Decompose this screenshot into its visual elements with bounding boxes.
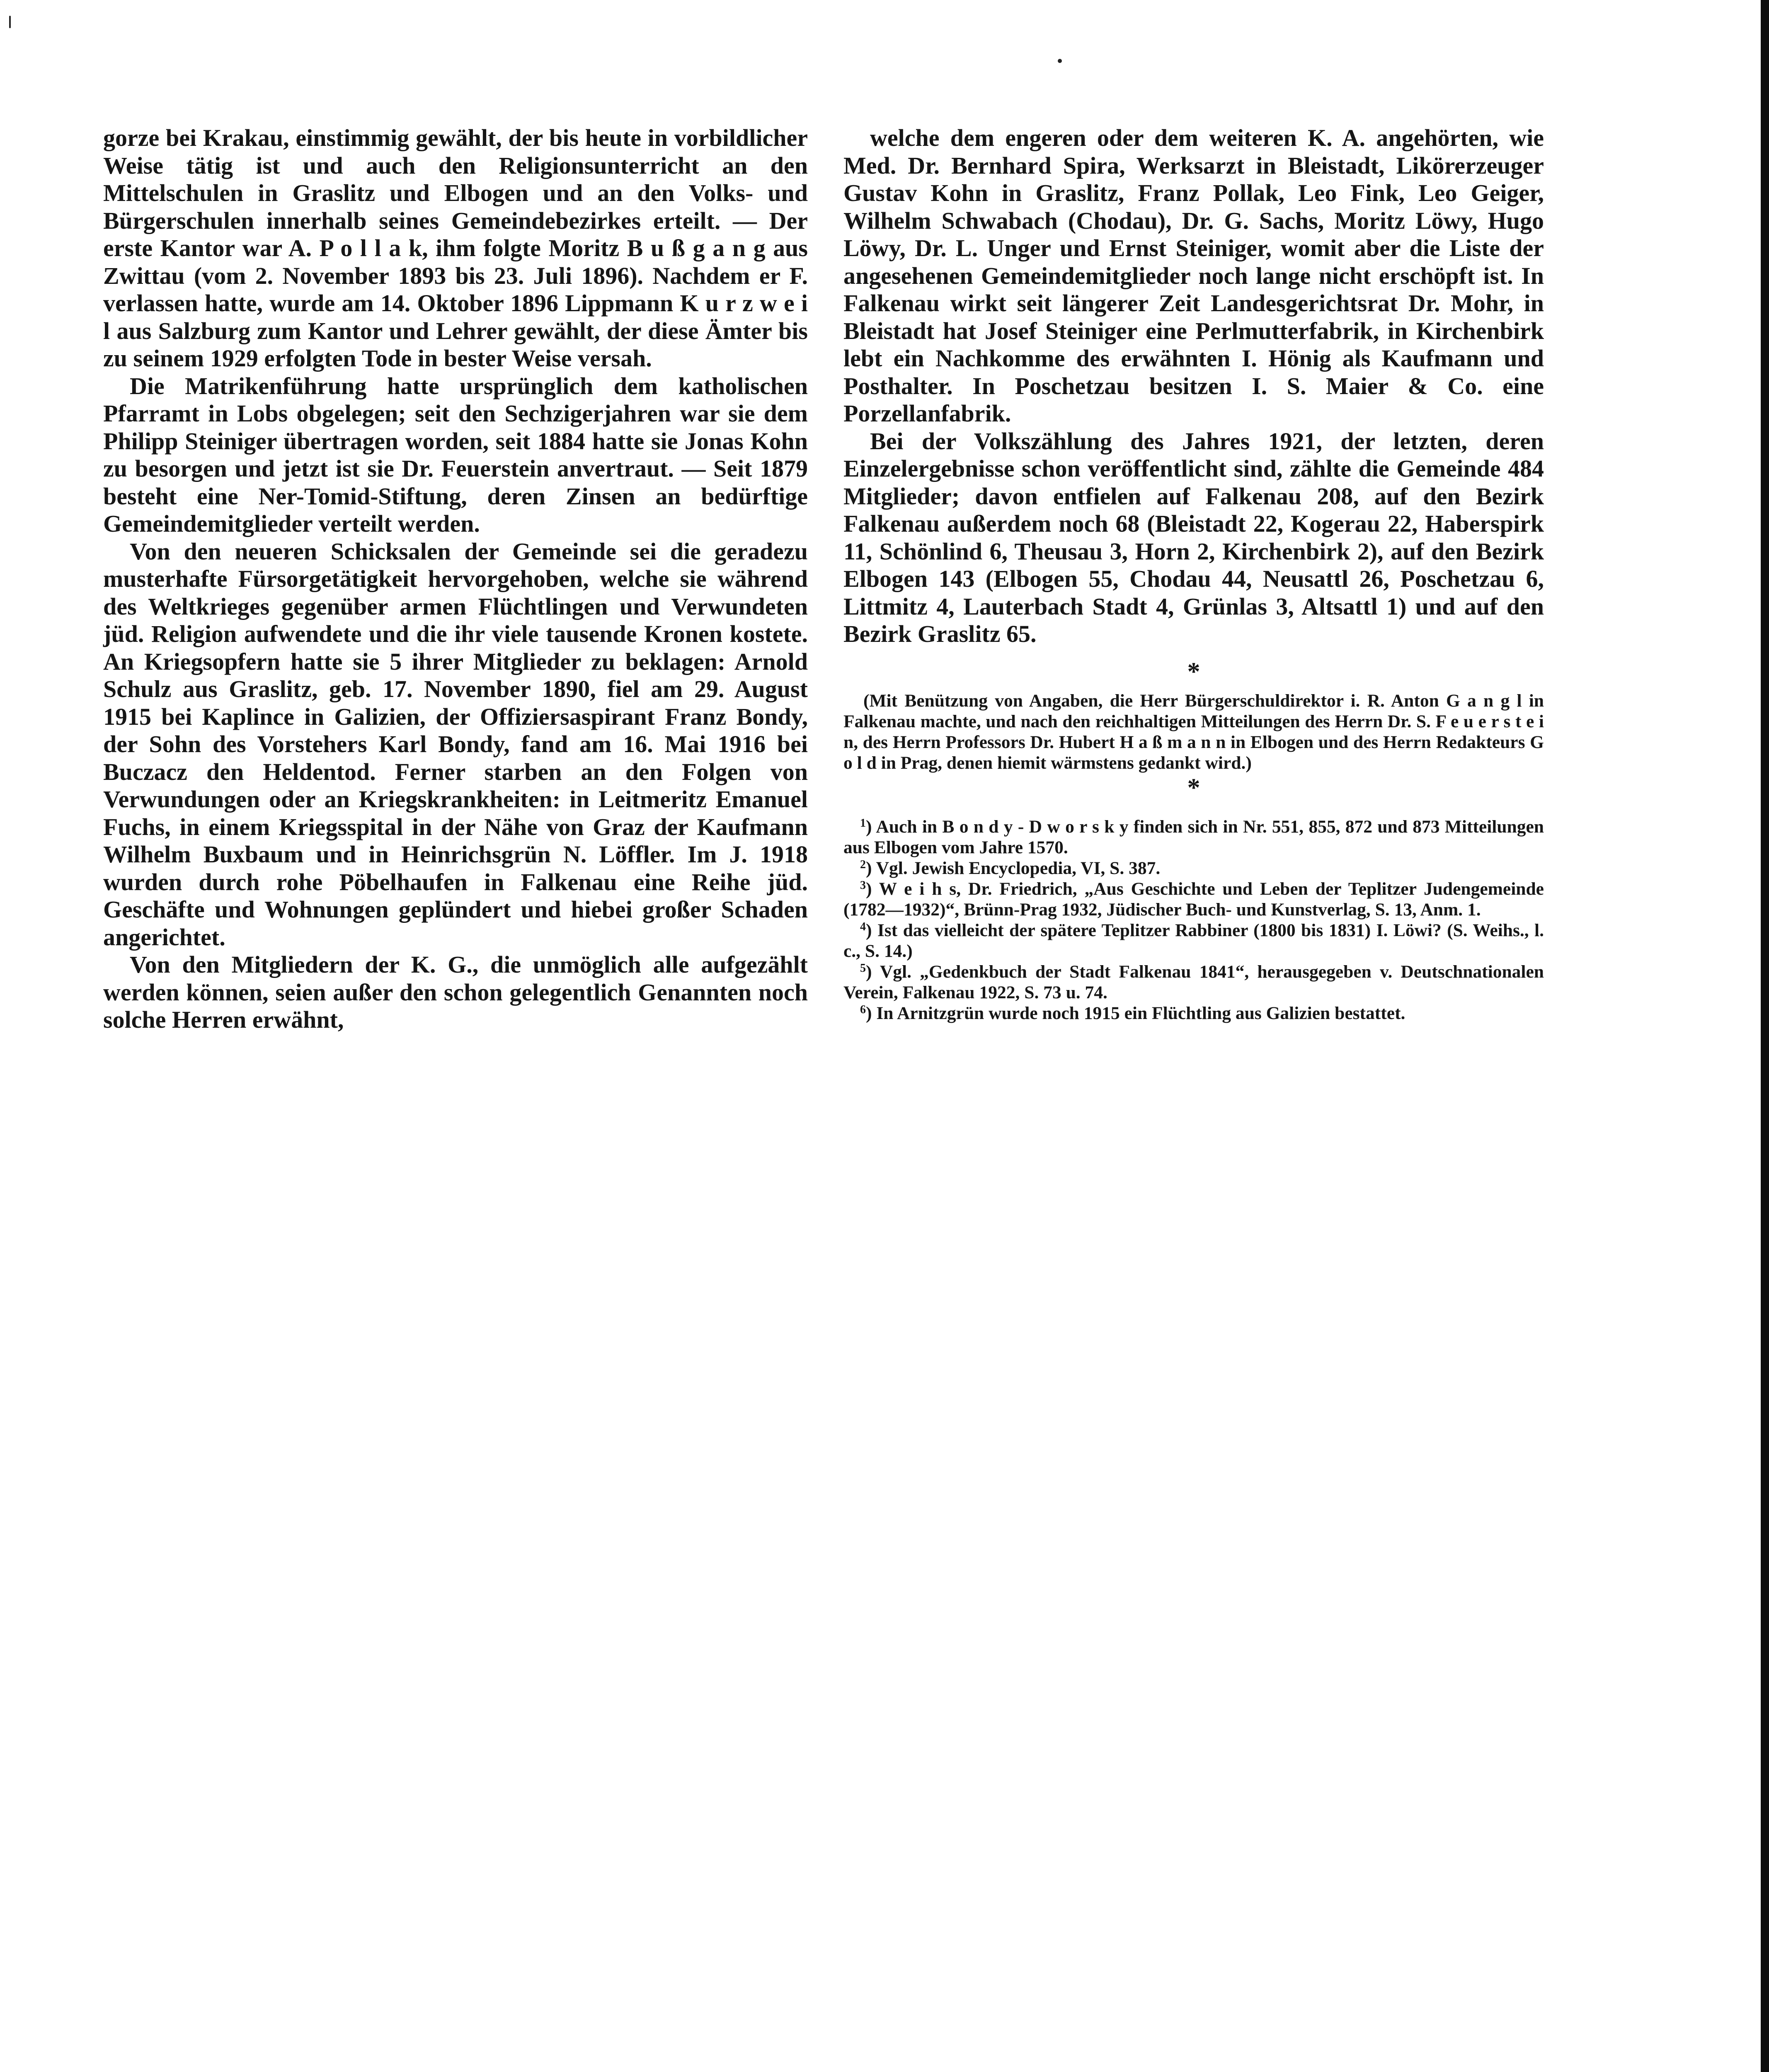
- footnote-mark: 5: [860, 961, 866, 975]
- footnote-mark: 2: [860, 858, 866, 871]
- footnote: $^5$) Vgl. „Gedenkbuch der Stadt Falkenau 1841“, herausgegeben v. Deutschnationalen Verein, Falkenau 1922, S. 73 u. 74.: [843, 961, 1544, 1002]
- paragraph: gorze bei Krakau, einstimmig gewählt, der bis heute in vorbildlicher Weise tätig ist und auch den Religionsunterricht an den Mittelschulen in Graslitz und Elbogen und an den Volks- und Bürgerschulen innerhalb seines Gemeindebezirkes erteilt. — Der erste Kantor war A. P o l l a k, ihm folgte Moritz B u ß g a n g aus Zwittau (vom 2. November 1893 bis 23. Juli 1896). Nachdem er F. verlassen hatte, wurde am 14. Oktober 1896 Lippmann K u r z w e i l aus Salzburg zum Kantor und Lehrer gewählt, der diese Ämter bis zu seinem 1929 erfolgten Tode in bester Weise versah.: [103, 124, 808, 372]
- footnote-text: Vgl. „Gedenkbuch der Stadt Falkenau 1841“, herausgegeben v. Deutschnationalen Verein, Falkenau 1922, S. 73 u. 74.: [843, 961, 1544, 1002]
- footnote: $^3$) W e i h s, Dr. Friedrich, „Aus Geschichte und Leben der Teplitzer Judengemeinde (1782—1932)“, Brünn-Prag 1932, Jüdischer Buch- und Kunstverlag, S. 13, Anm. 1.: [843, 879, 1544, 920]
- footnote: $^1$) Auch in B o n d y - D w o r s k y finden sich in Nr. 551, 855, 872 und 873 Mitteilungen aus Elbogen vom Jahre 1570.: [843, 816, 1544, 857]
- footnote: $^2$) Vgl. Jewish Encyclopedia, VI, S. 387.: [860, 858, 1161, 878]
- paragraph: Bei der Volkszählung des Jahres 1921, der letzten, deren Einzelergebnisse schon veröffentlicht sind, zählte die Gemeinde 484 Mitglieder; davon entfielen auf Falkenau 208, auf den Bezirk Falkenau außerdem noch 68 (Bleistadt 22, Kogerau 22, Haberspirk 11, Schönlind 6, Theusau 3, Horn 2, Kirchenbirk 2), auf den Bezirk Elbogen 143 (Elbogen 55, Chodau 44, Neusattl 26, Poschetzau 6, Littmitz 4, Lauterbach Stadt 4, Grünlas 3, Altsattl 1) und auf den Bezirk Graslitz 65.: [843, 427, 1544, 647]
- section-separator: *: [1187, 773, 1200, 802]
- footnote-text: Auch in B o n d y - D w o r s k y finden sich in Nr. 551, 855, 872 und 873 Mitteilungen aus Elbogen vom Jahre 1570.: [843, 816, 1544, 857]
- acknowledgement-note: (Mit Benützung von Angaben, die Herr Bürgerschuldirektor i. R. Anton G a n g l in Falkenau machte, und nach den reichhaltigen Mitteilungen des Herrn Dr. S. F e u e r s t e i n, des Herrn Professors Dr. Hubert H a ß m a n n in Elbogen und des Herrn Redakteurs G o l d in Prag, denen hiemit wärmstens gedankt wird.): [843, 690, 1544, 773]
- paragraph: welche dem engeren oder dem weiteren K. A. angehörten, wie Med. Dr. Bernhard Spira, Werksarzt in Bleistadt, Likörerzeuger Gustav Kohn in Graslitz, Franz Pollak, Leo Fink, Leo Geiger, Wilhelm Schwabach (Chodau), Dr. G. Sachs, Moritz Löwy, Hugo Löwy, Dr. L. Unger und Ernst Steiniger, womit aber die Liste der angesehenen Gemeindemitglieder noch lange nicht erschöpft ist. In Falkenau wirkt seit längerer Zeit Landesgerichtsrat Dr. Mohr, in Bleistadt hat Josef Steiniger eine Perlmutterfabrik, in Kirchenbirk lebt ein Nachkomme des erwähnten I. Hönig als Kaufmann und Posthalter. In Poschetzau besitzen I. S. Maier & Co. eine Porzellanfabrik.: [843, 124, 1544, 427]
- left-column: [103, 124, 808, 1034]
- footnote-text: Vgl. Jewish Encyclopedia, VI, S. 387.: [876, 858, 1161, 878]
- paragraph: Die Matrikenführung hatte ursprünglich dem katholischen Pfarramt in Lobs obgelegen; seit den Sechzigerjahren war sie dem Philipp Steiniger übertragen worden, seit 1884 hatte sie Jonas Kohn zu besorgen und jetzt ist sie Dr. Feuerstein anvertraut. — Seit 1879 besteht eine Ner-Tomid-Stiftung, deren Zinsen an bedürftige Gemeindemitglieder verteilt werden.: [103, 372, 808, 537]
- print-speck: [9, 16, 11, 28]
- footnotes: [843, 816, 1544, 1024]
- footnote-text: Ist das vielleicht der spätere Teplitzer Rabbiner (1800 bis 1831) I. Löwi? (S. Weihs., l. c., S. 14.): [843, 920, 1544, 961]
- footnote-mark: 4: [860, 920, 866, 933]
- footnote-mark: 1: [860, 816, 866, 830]
- footnote-mark: 3: [860, 879, 866, 892]
- footnote-text: In Arnitzgrün wurde noch 1915 ein Flüchtling aus Galizien bestattet.: [876, 1003, 1406, 1023]
- footnote: $^4$) Ist das vielleicht der spätere Teplitzer Rabbiner (1800 bis 1831) I. Löwi? (S. Weihs., l. c., S. 14.): [843, 920, 1544, 961]
- section-separator: *: [1187, 657, 1200, 686]
- footnote-mark: 6: [860, 1003, 866, 1016]
- right-column: [843, 124, 1544, 1024]
- paragraph: Von den neueren Schicksalen der Gemeinde sei die geradezu musterhafte Fürsorgetätigkeit hervorgehoben, welche sie während des Weltkrieges gegenüber armen Flüchtlingen und Verwundeten jüd. Religion aufwendete und die ihr viele tausende Kronen kostete. An Kriegsopfern hatte sie 5 ihrer Mitglieder zu beklagen: Arnold Schulz aus Graslitz, geb. 17. November 1890, fiel am 29. August 1915 bei Kaplince in Galizien, der Offiziersaspirant Franz Bondy, der Sohn des Vorstehers Karl Bondy, fand am 16. Mai 1916 bei Buczacz den Heldentod. Ferner starben an den Folgen von Verwundungen oder an Kriegskrankheiten: in Leitmeritz Emanuel Fuchs, in einem Kriegsspital in der Nähe von Graz der Kaufmann Wilhelm Buxbaum und in Heinrichsgrün N. Löffler. Im J. 1918 wurden durch rohe Pöbelhaufen in Falkenau eine Reihe jüd. Geschäfte und Wohnungen geplündert und hiebei großer Schaden angerichtet.: [103, 537, 808, 951]
- paragraph: Von den Mitgliedern der K. G., die unmöglich alle aufgezählt werden können, seien außer den schon gelegentlich Genannten noch solche Herren erwähnt,: [103, 951, 808, 1033]
- footnote-text: W e i h s, Dr. Friedrich, „Aus Geschichte und Leben der Teplitzer Judengemeinde (1782—1932)“, Brünn-Prag 1932, Jüdischer Buch- und Kunstverlag, S. 13, Anm. 1.: [843, 879, 1544, 920]
- print-speck: [1058, 59, 1062, 63]
- footnote: $^6$) In Arnitzgrün wurde noch 1915 ein Flüchtling aus Galizien bestattet.: [860, 1003, 1406, 1023]
